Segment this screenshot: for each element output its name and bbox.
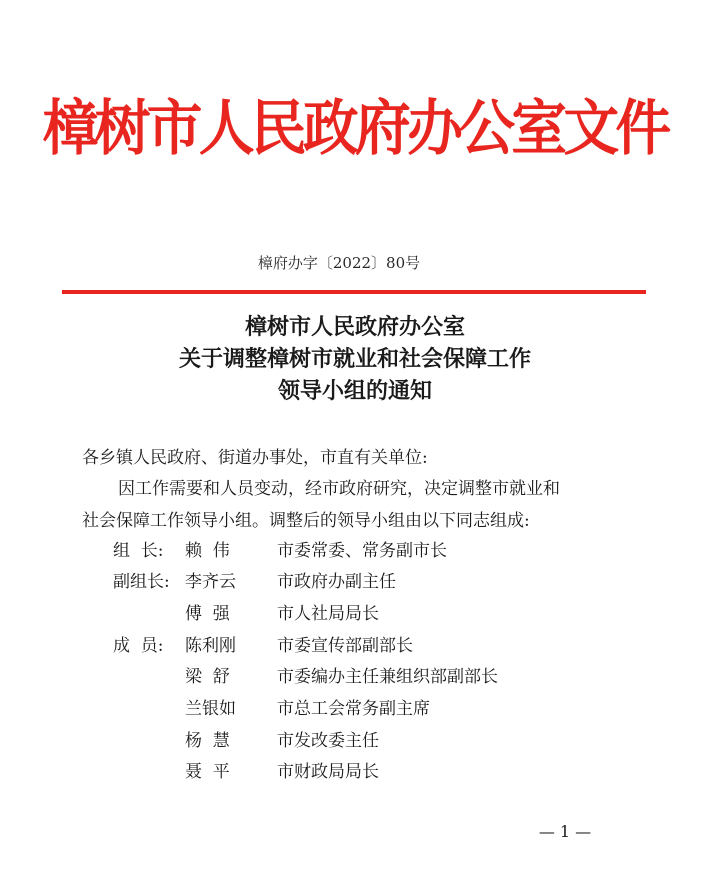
member-row-member-5 — [0, 759, 710, 785]
member-role: 成 员: — [113, 636, 164, 656]
member-position: 市委宣传部副部长 — [277, 636, 413, 656]
member-name: 兰银如 — [185, 699, 236, 719]
member-row-member-1 — [0, 633, 710, 659]
member-position: 市委编办主任兼组织部副部长 — [277, 667, 498, 687]
paragraph-line-2: 社会保障工作领导小组。调整后的领导小组由以下同志组成: — [82, 511, 530, 531]
member-position: 市人社局局长 — [277, 604, 379, 624]
member-name: 梁 舒 — [185, 667, 230, 687]
member-position: 市委常委、常务副市长 — [277, 541, 447, 561]
member-name: 赖 伟 — [185, 541, 230, 561]
member-row-deputy-1 — [0, 569, 710, 595]
member-position: 市总工会常务副主席 — [277, 699, 430, 719]
member-position: 市政府办副主任 — [277, 572, 396, 592]
document-masthead: 樟树市人民政府办公室文件 — [42, 94, 668, 164]
paragraph-line-1: 因工作需要和人员变动，经市政府研究，决定调整市就业和 — [118, 479, 560, 499]
member-role: 副组长: — [113, 572, 170, 592]
title-line-3: 领导小组的通知 — [277, 378, 432, 404]
member-row-member-4 — [0, 728, 710, 754]
salutation: 各乡镇人民政府、街道办事处，市直有关单位: — [82, 448, 428, 468]
member-row-member-3 — [0, 696, 710, 722]
member-row-leader — [0, 538, 710, 564]
red-divider-line — [62, 290, 646, 294]
member-name: 聂 平 — [185, 762, 230, 782]
member-name: 李齐云 — [185, 572, 236, 592]
title-line-2: 关于调整樟树市就业和社会保障工作 — [178, 346, 531, 372]
page-number: — 1 — — [538, 822, 592, 841]
member-role: 组 长: — [113, 541, 164, 561]
member-position: 市财政局局长 — [277, 762, 379, 782]
member-name: 杨 慧 — [185, 731, 230, 751]
member-name: 傅 强 — [185, 604, 230, 624]
member-row-member-2 — [0, 664, 710, 690]
title-line-1: 樟树市人民政府办公室 — [244, 314, 465, 340]
document-number: 樟府办字〔2022〕80号 — [257, 254, 421, 272]
document-title — [0, 311, 710, 407]
member-row-deputy-2 — [0, 601, 710, 627]
member-name: 陈利刚 — [185, 636, 236, 656]
member-position: 市发改委主任 — [277, 731, 379, 751]
